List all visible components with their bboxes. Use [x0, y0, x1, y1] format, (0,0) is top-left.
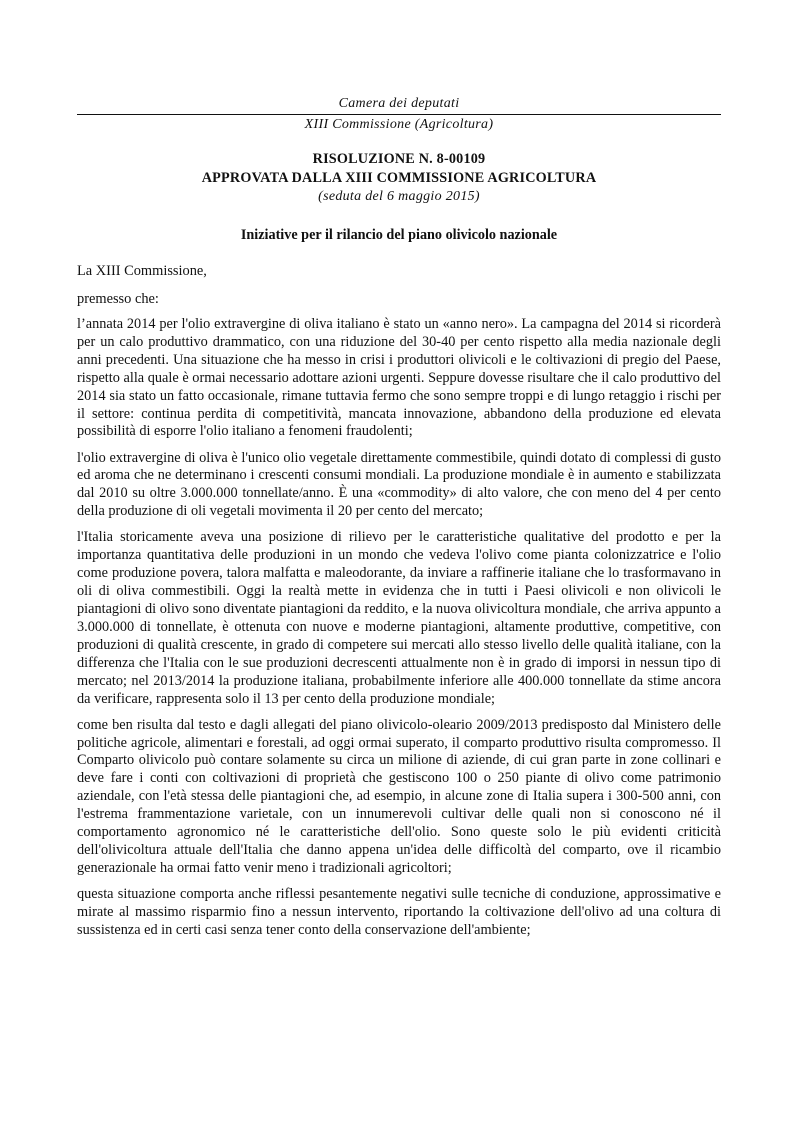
body-paragraph: questa situazione comporta anche riflessi pesantemente negativi sulle tecniche di conduzione, approssimative e mirate al massimo risparmio fino a nessun intervento, riportando la coltivazione dell'olivo ad una coltura di sussistenza ed in certi casi senza tener conto della conservazione dell'ambiente; [77, 885, 721, 938]
resolution-number: RISOLUZIONE N. 8-00109 [312, 151, 486, 167]
premise-line: premesso che: [77, 291, 159, 307]
document-body [77, 316, 721, 948]
body-paragraph: l'Italia storicamente aveva una posizione di rilievo per le caratteristiche qualitative del prodotto e per la importanza quantitativa delle produzioni in un mondo che vedeva l'olivo come pianta colonizzatrice e l'olio come produzione povera, talora malfatta e maleodorante, da inviare a raffinerie italiane che lo trasformavano in oli di oliva commestibili. Oggi la realtà mette in evidenza che in tutti i Paesi olivicoli e non olivicoli le piantagioni di olivo sono diventate piantagioni da reddito, e la nuova olivicoltura mondiale, che arriva appunto a 3.000.000 di tonnellate, è ottenuta con nuove e moderne piantagioni, altamente produttive, competitive, con produzioni di qualità crescente, in grado di competere sui mercati allo stesso livello delle qualità italiane, con la differenza che l'Italia con le sue produzioni decrescenti attualmente non è in grado di imporsi in nessun tipo di mercato; nel 2013/2014 la produzione italiana, probabilmente inferiore alle 400.000 tonnellate da stime ancora da verificare, rappresenta solo il 13 per cento della produzione mondiale; [77, 529, 721, 707]
session-date: (seduta del 6 maggio 2015) [318, 189, 480, 204]
chamber-header: Camera dei deputati [338, 96, 460, 111]
body-paragraph: l'olio extravergine di oliva è l'unico olio vegetale direttamente commestibile, quindi dotato di complessi di gusto ed aroma che ne determinano i crescenti consumi mondiali. La produzione mondiale è in aumento e stabilizzata dal 2010 su oltre 3.000.000 tonnellate/anno. È una «commodity» di alto valore, che con meno del 4 per cento della produzione di oli vegetali movimenta il 20 per cento del mercato; [77, 449, 721, 520]
header-rule [77, 114, 721, 115]
body-paragraph: l’annata 2014 per l'olio extravergine di oliva italiano è stato un «anno nero». La campagna del 2014 si ricorderà per un calo produttivo drammatico, con una riduzione del 30-40 per cento rispetto alla media nazionale degli anni precedenti. Una situazione che ha messo in crisi i produttori olivicoli e le coltivazioni di pregio del Paese, rispetto alla quale è ormai necessario adottare azioni urgenti. Seppure dovesse risultare che il calo produttivo del 2014 sia stato un fatto occasionale, rimane tuttavia fermo che sono sempre troppi e di lungo retaggio i rischi per il settore: continua perdita di competitività, mancata innovazione, abbandono della produzione ed elevata possibilità di esporre l'olio italiano a fenomeni fraudolenti; [77, 316, 721, 440]
approval-line: APPROVATA DALLA XIII COMMISSIONE AGRICOLTURA [201, 170, 597, 186]
commission-header: XIII Commissione (Agricoltura) [304, 117, 494, 132]
resolution-subject: Iniziative per il rilancio del piano olivicolo nazionale [240, 227, 558, 243]
addressee-line: La XIII Commissione, [77, 263, 207, 279]
resolution-title-block [77, 150, 721, 206]
body-paragraph: come ben risulta dal testo e dagli allegati del piano olivicolo-oleario 2009/2013 predisposto dal Ministero delle politiche agricole, alimentari e forestali, ad oggi ormai superato, il comparto produttivo risulta compromesso. Il Comparto olivicolo può contare solamente su circa un milione di aziende, di cui gran parte in zone collinari e deve fare i conti con coltivazioni di proprietà che gestiscono 100 o 250 piante di olivo come patrimonio aziendale, con l'età stessa delle piantagioni che, ad esempio, in alcune zone di Italia supera i 300-500 anni, con l'estrema frammentazione varietale, con un innumerevoli cultivar delle quali non si conoscono né il comportamento agronomico né le caratteristiche dell'olio. Sono queste solo le più evidenti criticità dell'olivicoltura attuale dell'Italia che danno appena un'idea delle difficoltà del comparto, ove il ricambio generazionale ha ormai fatto venir meno i tradizionali agricoltori; [77, 716, 721, 876]
